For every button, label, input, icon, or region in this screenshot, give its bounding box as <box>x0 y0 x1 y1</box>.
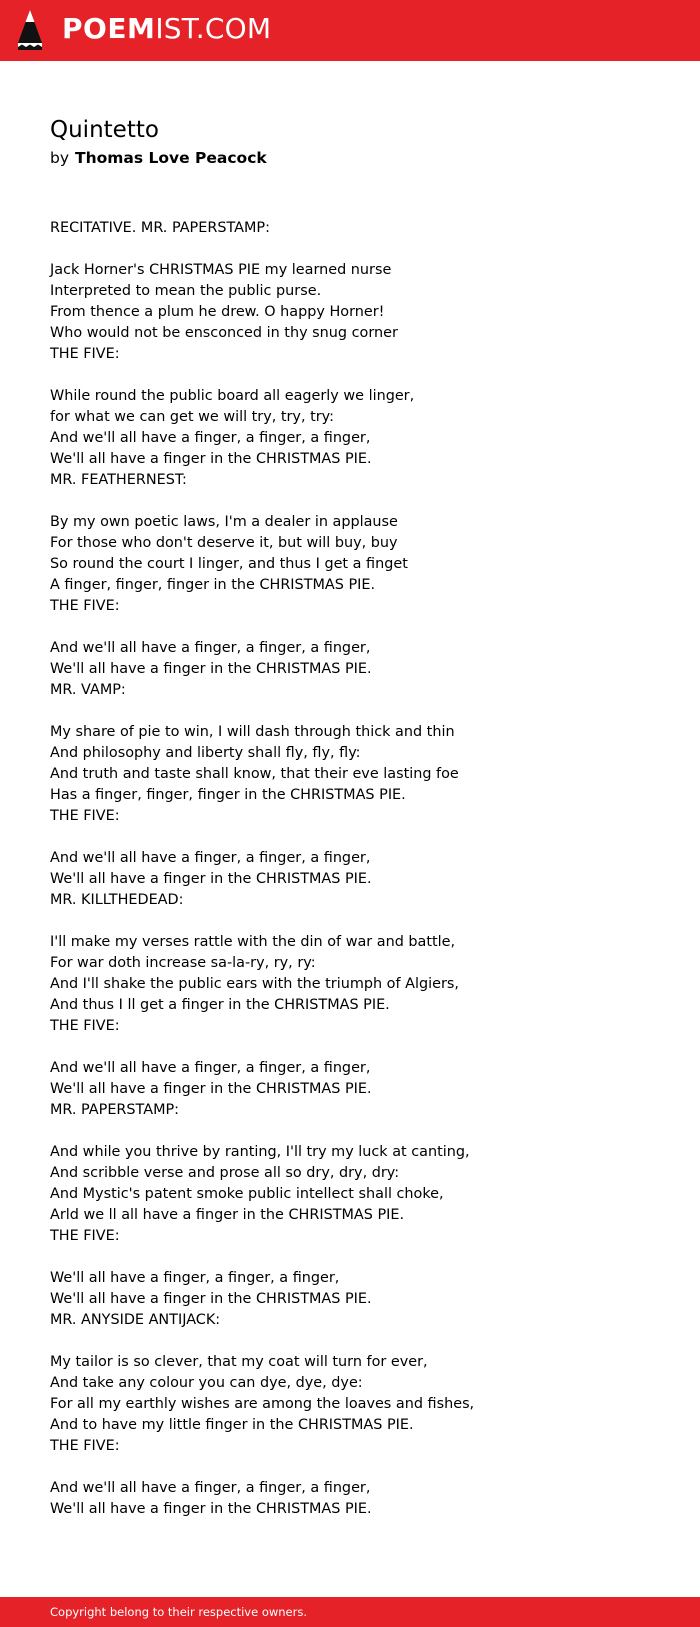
poem-line: We'll all have a finger, a finger, a finger, <box>50 1270 340 1286</box>
poem-line: And we'll all have a finger, a finger, a finger, <box>50 1060 371 1076</box>
poem-line: While round the public board all eagerly we linger, <box>50 388 415 404</box>
poem-line: And Mystic's patent smoke public intellect shall choke, <box>50 1186 444 1202</box>
poem-line: For all my earthly wishes are among the loaves and fishes, <box>50 1396 475 1412</box>
site-logo[interactable] <box>62 12 271 46</box>
poem-line: And truth and taste shall know, that their eve lasting foe <box>50 766 459 782</box>
poem-line: Interpreted to mean the public purse. <box>50 283 322 299</box>
poem-line: And to have my little finger in the CHRISTMAS PIE. <box>50 1417 414 1433</box>
poem-line: For war doth increase sa-la-ry, ry, ry: <box>50 955 316 971</box>
logo-bold-text: POEM <box>62 12 156 45</box>
poem-line: MR. PAPERSTAMP: <box>50 1102 180 1118</box>
stanza-gap <box>50 1457 670 1478</box>
poem-line: THE FIVE: <box>50 1228 120 1244</box>
poem-title: Quintetto <box>50 117 159 143</box>
site-header <box>0 0 700 61</box>
poem-line: We'll all have a finger in the CHRISTMAS PIE. <box>50 661 372 677</box>
pencil-icon[interactable] <box>17 9 43 51</box>
poem-line: By my own poetic laws, I'm a dealer in applause <box>50 514 398 530</box>
byline <box>50 147 267 169</box>
stanza-gap <box>50 1247 670 1268</box>
poem-line: And while you thrive by ranting, I'll try my luck at canting, <box>50 1144 470 1160</box>
stanza-gap <box>50 1331 670 1352</box>
stanza-gap <box>50 701 670 722</box>
poem-line: A finger, finger, finger in the CHRISTMAS PIE. <box>50 577 376 593</box>
poem-line: From thence a plum he drew. O happy Horner! <box>50 304 385 320</box>
poem-line: We'll all have a finger in the CHRISTMAS PIE. <box>50 871 372 887</box>
poem-line: My share of pie to win, I will dash through thick and thin <box>50 724 455 740</box>
stanza-gap <box>50 827 670 848</box>
poem-line: For those who don't deserve it, but will buy, buy <box>50 535 398 551</box>
poem-line: My tailor is so clever, that my coat will turn for ever, <box>50 1354 428 1370</box>
poem-line: RECITATIVE. MR. PAPERSTAMP: <box>50 220 270 236</box>
poem-line: We'll all have a finger in the CHRISTMAS PIE. <box>50 1291 372 1307</box>
poem-line: And we'll all have a finger, a finger, a finger, <box>50 640 371 656</box>
poem-line: And we'll all have a finger, a finger, a finger, <box>50 850 371 866</box>
poem-line: And we'll all have a finger, a finger, a finger, <box>50 1480 371 1496</box>
poem-line: And we'll all have a finger, a finger, a finger, <box>50 430 371 446</box>
poem-line: We'll all have a finger in the CHRISTMAS PIE. <box>50 451 372 467</box>
stanza-gap <box>50 1121 670 1142</box>
poem-line: THE FIVE: <box>50 1018 120 1034</box>
poem-line: MR. ANYSIDE ANTIJACK: <box>50 1312 221 1328</box>
poem-line: And philosophy and liberty shall fly, fly, fly: <box>50 745 361 761</box>
logo-light-text: IST.COM <box>155 12 272 45</box>
stanza-gap <box>50 911 670 932</box>
poem-line: So round the court I linger, and thus I get a finget <box>50 556 408 572</box>
stanza-gap <box>50 491 670 512</box>
poem-line: We'll all have a finger in the CHRISTMAS PIE. <box>50 1501 372 1517</box>
poem-line: THE FIVE: <box>50 1438 120 1454</box>
poem-line: Has a finger, finger, finger in the CHRISTMAS PIE. <box>50 787 406 803</box>
poem-line: And scribble verse and prose all so dry, dry, dry: <box>50 1165 400 1181</box>
poem-line: for what we can get we will try, try, try: <box>50 409 334 425</box>
poem-line: MR. KILLTHEDEAD: <box>50 892 184 908</box>
poem-line: Jack Horner's CHRISTMAS PIE my learned nurse <box>50 262 392 278</box>
author-link[interactable]: Thomas Love Peacock <box>75 149 267 167</box>
poem-line: MR. FEATHERNEST: <box>50 472 187 488</box>
by-label: by <box>50 149 70 167</box>
poem-line: THE FIVE: <box>50 808 120 824</box>
copyright-text: Copyright belong to their respective owners. <box>50 1605 308 1619</box>
site-footer <box>0 1597 700 1627</box>
poem-line: I'll make my verses rattle with the din of war and battle, <box>50 934 456 950</box>
stanza-gap <box>50 365 670 386</box>
poem-body <box>50 218 670 1520</box>
poem-line: Who would not be ensconced in thy snug corner <box>50 325 398 341</box>
poem-line: THE FIVE: <box>50 346 120 362</box>
poem-line: MR. VAMP: <box>50 682 126 698</box>
poem-line: And I'll shake the public ears with the triumph of Algiers, <box>50 976 459 992</box>
poem-line: And take any colour you can dye, dye, dye: <box>50 1375 363 1391</box>
stanza-gap <box>50 239 670 260</box>
stanza-gap <box>50 1037 670 1058</box>
poem-line: THE FIVE: <box>50 598 120 614</box>
poem-line: Arld we ll all have a finger in the CHRISTMAS PIE. <box>50 1207 405 1223</box>
poem-line: And thus I ll get a finger in the CHRISTMAS PIE. <box>50 997 390 1013</box>
poem-line: We'll all have a finger in the CHRISTMAS PIE. <box>50 1081 372 1097</box>
stanza-gap <box>50 617 670 638</box>
